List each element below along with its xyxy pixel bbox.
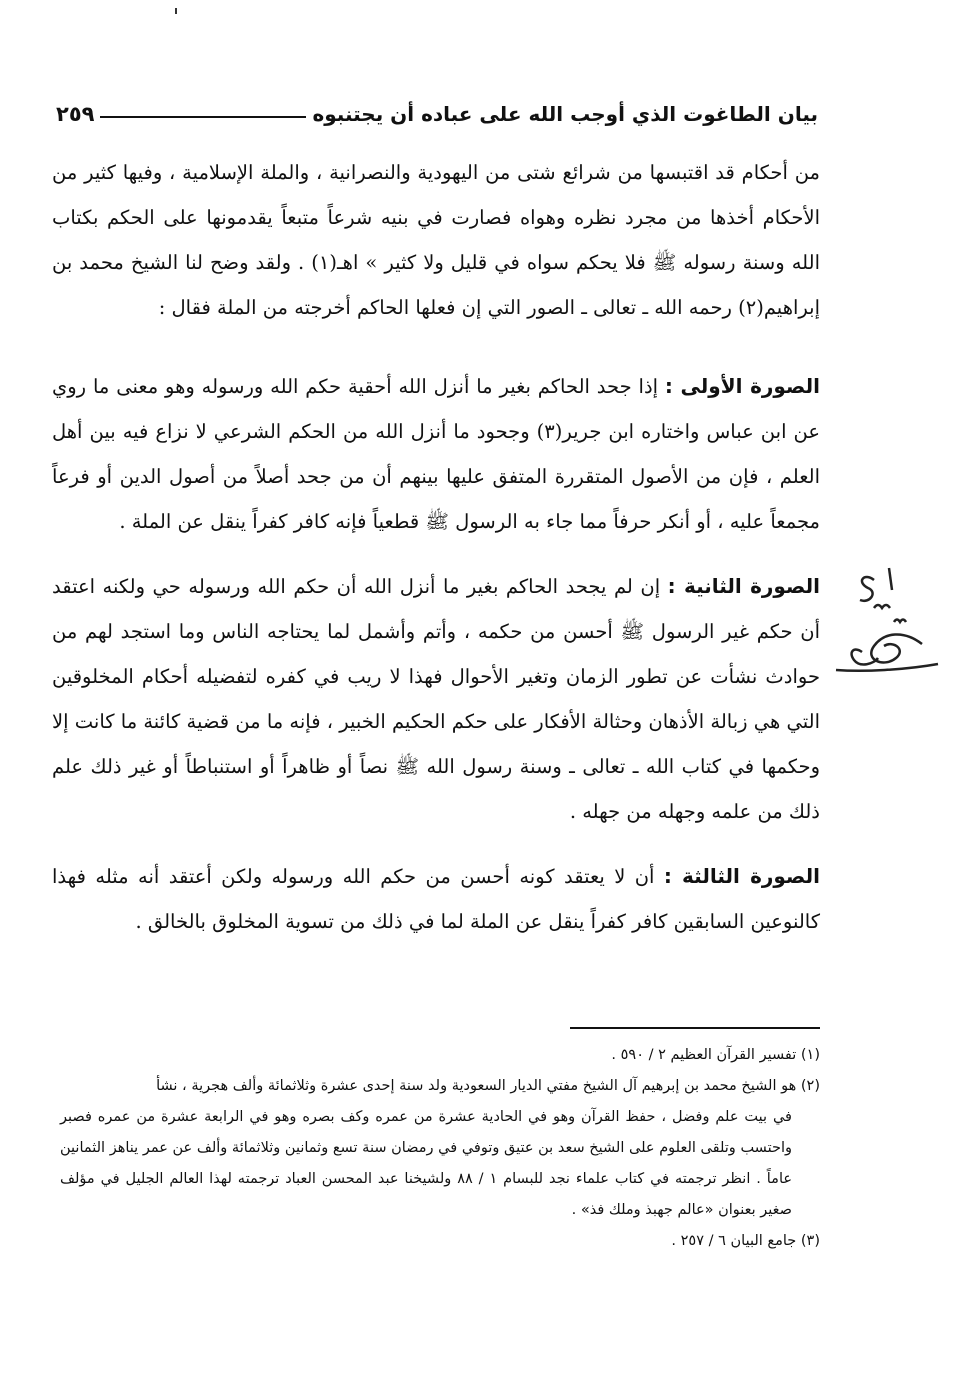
main-text bbox=[52, 150, 820, 944]
footnotes bbox=[60, 1040, 820, 1257]
header-title: بيان الطاغوت الذي أوجب الله على عباده أن يجتنبوه bbox=[312, 102, 818, 126]
form-2-label: الصورة الثانية : bbox=[667, 574, 821, 598]
footnote-3: (٣) جامع البيان ٦ / ٢٥٧ . bbox=[671, 1233, 820, 1249]
footnote-separator bbox=[570, 1027, 820, 1029]
form-3-text: أن لا يعتقد كونه أحسن من حكم الله ورسوله ولكن أعتقد أنه مثله فهذا كالنوعين السابقين كافر كفراً ينقل عن الملة لما في ذلك من تسوية المخلوق بالخالق . bbox=[52, 865, 820, 933]
form-1-text: إذا جحد الحاكم بغير ما أنزل الله أحقية حكم الله ورسوله وهو معنى ما روي عن ابن عباس واختاره ابن جرير(٣) وجحود ما أنزل الله من الحكم الشرعي لا نزاع فيه بين أهل العلم ، فإن من الأصول المتقررة المتفق عليها بينهم أن من جحد أصلاً من أصول الدين أو فرعاً مجمعاً عليه ، أو أنكر حرفاً مما جاء به الرسول ﷺ قطعياً فإنه كافر كفراً ينقل عن الملة . bbox=[52, 375, 821, 533]
header-rule bbox=[100, 116, 306, 118]
ink-speck bbox=[175, 8, 177, 14]
footnote-2-continuation: في بيت علم وفضل ، حفظ القرآن وهو في الحادية عشرة من عمره وكف بصره وهو في الرابعة عشرة من عمره فصبر واحتسب وتلقى العلوم على الشيخ سعد بن عتيق وتوفي في رمضان سنة تسع وثمانين وثلاثمائة وألف عن عمر يناهز الثمانين عاماً . انظر ترجمته في كتاب علماء نجد للبسام ١ / ٨٨ ولشيخنا عبد المحسن العباد ترجمته لهذا العالم الجليل في مؤلف صغير بعنوان «عالم جهبذ وملك فذ» . bbox=[60, 1109, 793, 1218]
paragraph-intro: من أحكام قد اقتبسها من شرائع شتى من اليهودية والنصرانية ، والملة الإسلامية ، وفيها كثير من الأحكام أخذها من مجرد نظره وهواه فصارت في بنيه شرعاً متبعاً يقدمونها على الحكم بكتاب الله وسنة رسوله ﷺ فلا يحكم سواه في قليل ولا كثير » اهـ(١) . ولقد وضح لنا الشيخ محمد بن إبراهيم(٢) رحمه الله ـ تعالى ـ الصور التي إن فعلها الحاكم أخرجته من الملة فقال : bbox=[52, 161, 820, 319]
paragraph-form-2 bbox=[52, 564, 820, 834]
form-3-label: الصورة الثالثة : bbox=[663, 864, 820, 888]
paragraph-form-3 bbox=[52, 854, 820, 944]
footnote-2-first-line: (٢) هو الشيخ محمد بن إبرهيم آل الشيخ مفتي الديار السعودية ولد سنة إحدى عشرة وثلاثمائة وألف هجرية ، نشأ bbox=[156, 1078, 820, 1094]
form-2-text: إن لم يجحد الحاكم بغير ما أنزل الله أن حكم الله ورسوله حي ولكنه اعتقد أن حكم غير الرسول ﷺ أحسن من حكمه ، وأتم وأشمل لما يحتاجه الناس وما استجد لهم من حوادث نشأت عن تطور الزمان وتغير الأحوال فهذا لا ريب في كفره لتفضيله أحكام المخلوقين التي هي زبالة الأذهان وحثالة الأفكار على حكم الحكيم الخبير ، فإنه ما من قضية كائنة ما كانت إلا وحكمها في كتاب الله ـ تعالى ـ وسنة رسول الله ﷺ نصاً أو ظاهراً أو استنباطاً أو غير ذلك علم ذلك من علمه وجهله من جهله . bbox=[52, 575, 820, 823]
footnote-1: (١) تفسير القرآن العظيم ٢ / ٥٩٠ . bbox=[611, 1047, 820, 1063]
page-number: ٢٥٩ bbox=[56, 102, 95, 126]
running-header bbox=[56, 96, 818, 132]
form-1-label: الصورة الأولى : bbox=[664, 374, 820, 398]
paragraph-form-1 bbox=[52, 364, 820, 544]
handwritten-margin-note bbox=[834, 560, 944, 690]
